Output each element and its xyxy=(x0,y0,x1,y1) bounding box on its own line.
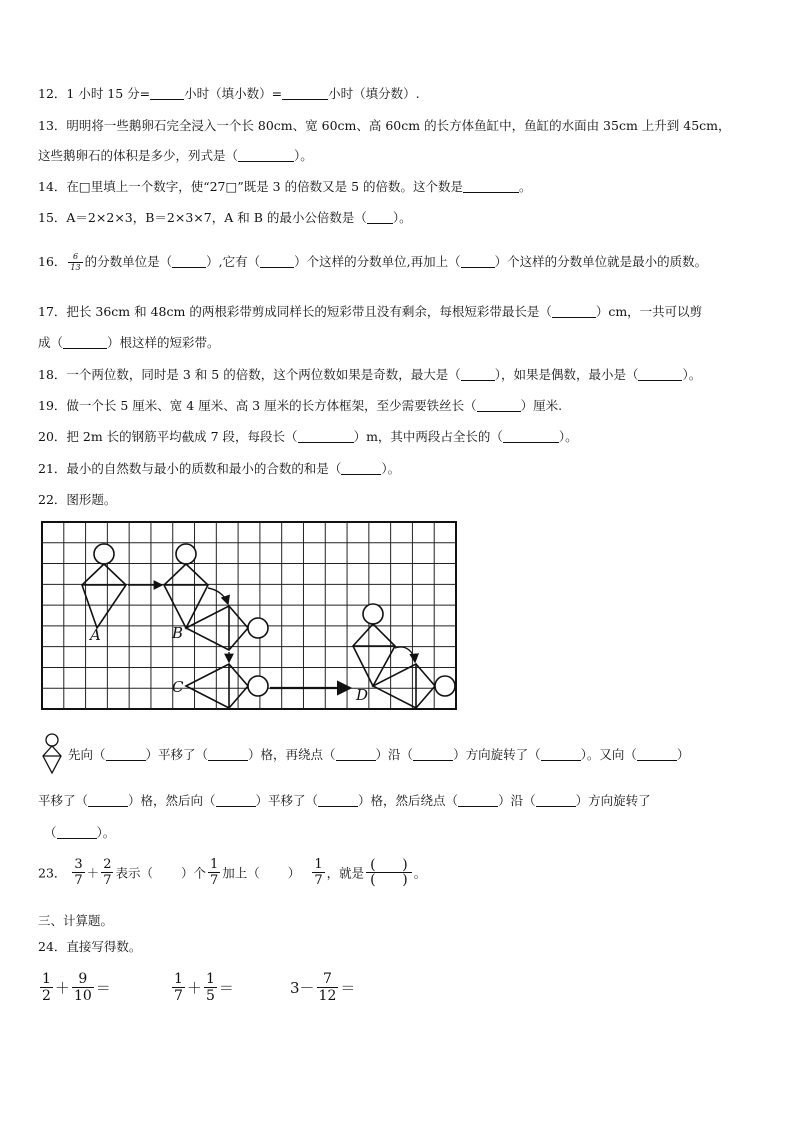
expression-1: $\frac{1}{2}$ ＋ $\frac{9}{10}$ ＝ xyxy=(42,971,111,1004)
fraction-6-13: $\frac{6}{13}$ xyxy=(70,252,81,272)
blank[interactable] xyxy=(298,430,354,443)
section-title: 三、计算题。 xyxy=(38,913,114,928)
question-22-line3: （ ）。 xyxy=(44,825,116,840)
question-19: 19．做一个长 5 厘米、宽 4 厘米、高 3 厘米的长方体框架，至少需要铁丝长（ ）厘米. xyxy=(38,398,563,413)
blank[interactable] xyxy=(208,748,248,761)
blank[interactable] xyxy=(336,748,376,761)
question-18: 18．一个两位数，同时是 3 和 5 的倍数，这个两位数如果是奇数，最大是（ ），如果是偶数，最小是（ ）。 xyxy=(38,367,702,382)
blank[interactable] xyxy=(63,336,107,349)
question-24: 24．直接写得数。 xyxy=(38,939,142,954)
label-d: D xyxy=(356,686,369,704)
blank[interactable] xyxy=(541,748,581,761)
blank[interactable] xyxy=(638,368,682,381)
fraction: $\frac{1}{7}$ xyxy=(210,857,219,888)
blank[interactable] xyxy=(413,748,453,761)
blank[interactable] xyxy=(552,305,596,318)
blank[interactable] xyxy=(216,794,256,807)
question-13: 13．明明将一些鹅卵石完全浸入一个长 80cm、宽 60cm、高 60cm 的长方体鱼缸中，鱼缸的水面由 35cm 上升到 45cm， xyxy=(38,118,731,133)
figure-d-circle xyxy=(363,604,383,624)
blank[interactable] xyxy=(461,255,495,268)
question-22-line2: 平移了（ ）格，然后向（ ）平移了（ ）格，然后绕点（ ）沿（ ）方向旋转了 xyxy=(38,793,651,808)
blank[interactable] xyxy=(318,794,358,807)
blank[interactable] xyxy=(637,748,677,761)
question-14: 14．在□里填上一个数字，使“27□”既是 3 的倍数又是 5 的倍数。这个数是 。 xyxy=(38,179,532,194)
expression-2: $\frac{1}{7}$ ＋ $\frac{1}{5}$ ＝ xyxy=(174,971,234,1004)
question-22-line1: 先向（ ）平移了（ ）格，再绕点（ ）沿（ ）方向旋转了（ ）。又向（ ） xyxy=(68,747,690,762)
question-13-line2: 这些鹅卵石的体积是多少，列式是（ ）。 xyxy=(38,148,313,163)
blank[interactable] xyxy=(341,462,381,475)
blank[interactable] xyxy=(461,368,495,381)
small-kite-icon xyxy=(40,732,64,776)
figure-a-circle xyxy=(94,544,114,564)
label-b: B xyxy=(172,624,184,642)
blank[interactable] xyxy=(503,430,559,443)
label-a: A xyxy=(90,626,101,644)
blank[interactable] xyxy=(536,794,576,807)
blank[interactable] xyxy=(88,794,128,807)
blank[interactable] xyxy=(150,87,184,100)
fraction: $\frac{3}{7}$ xyxy=(74,857,83,888)
question-17-line2: 成（ ）根这样的短彩带。 xyxy=(38,335,220,350)
question-21: 21．最小的自然数与最小的质数和最小的合数的和是（ ）。 xyxy=(38,461,401,476)
blank[interactable] xyxy=(260,255,294,268)
question-20: 20．把 2m 长的钢筋平均截成 7 段，每段长（ ）m，其中两段占全长的（ ）。 xyxy=(38,429,578,444)
blank[interactable] xyxy=(238,149,294,162)
label-c: C xyxy=(172,678,184,696)
grid-figure xyxy=(40,520,458,711)
question-16: 16． $\frac{6}{13}$ 的分数单位是（ ）,它有（ ）个这样的分数单位,再加上（ ）个这样的分数单位就是最小的质数。 xyxy=(38,252,708,272)
blank[interactable] xyxy=(477,399,521,412)
question-17: 17．把长 36cm 和 48cm 的两根彩带剪成同样长的短彩带且没有剩余，每根短彩带最长是（ ）cm，一共可以剪 xyxy=(38,304,703,319)
blank[interactable] xyxy=(172,255,206,268)
blank[interactable] xyxy=(106,748,146,761)
blank[interactable] xyxy=(57,826,97,839)
blank[interactable] xyxy=(458,794,498,807)
expression-3: 3－ $\frac{7}{12}$ ＝ xyxy=(290,971,356,1004)
blank[interactable] xyxy=(282,87,328,100)
fraction: $\frac{1}{7}$ xyxy=(314,857,323,888)
question-23: 23． $\frac{3}{7}$ ＋ $\frac{2}{7}$ 表示（ ）个 $\frac{1}{7}$ 加上（ ） $\frac{1}{7}$ ，就是 $\frac{( )}{( )}$ 。 xyxy=(38,857,427,888)
blank[interactable] xyxy=(367,211,393,224)
blank[interactable] xyxy=(463,180,519,193)
fraction: $\frac{2}{7}$ xyxy=(103,857,112,888)
question-12: 12．1 小时 15 分= 小时（填小数）= 小时（填分数）. xyxy=(38,86,420,101)
question-15: 15．A＝2×2×3，B＝2×3×7，A 和 B 的最小公倍数是（ ）。 xyxy=(38,210,412,225)
question-22: 22．图形题。 xyxy=(38,492,117,507)
answer-fraction-blank[interactable]: $\frac{( )}{( )}$ xyxy=(366,858,412,887)
figure-b-circle xyxy=(176,544,196,564)
